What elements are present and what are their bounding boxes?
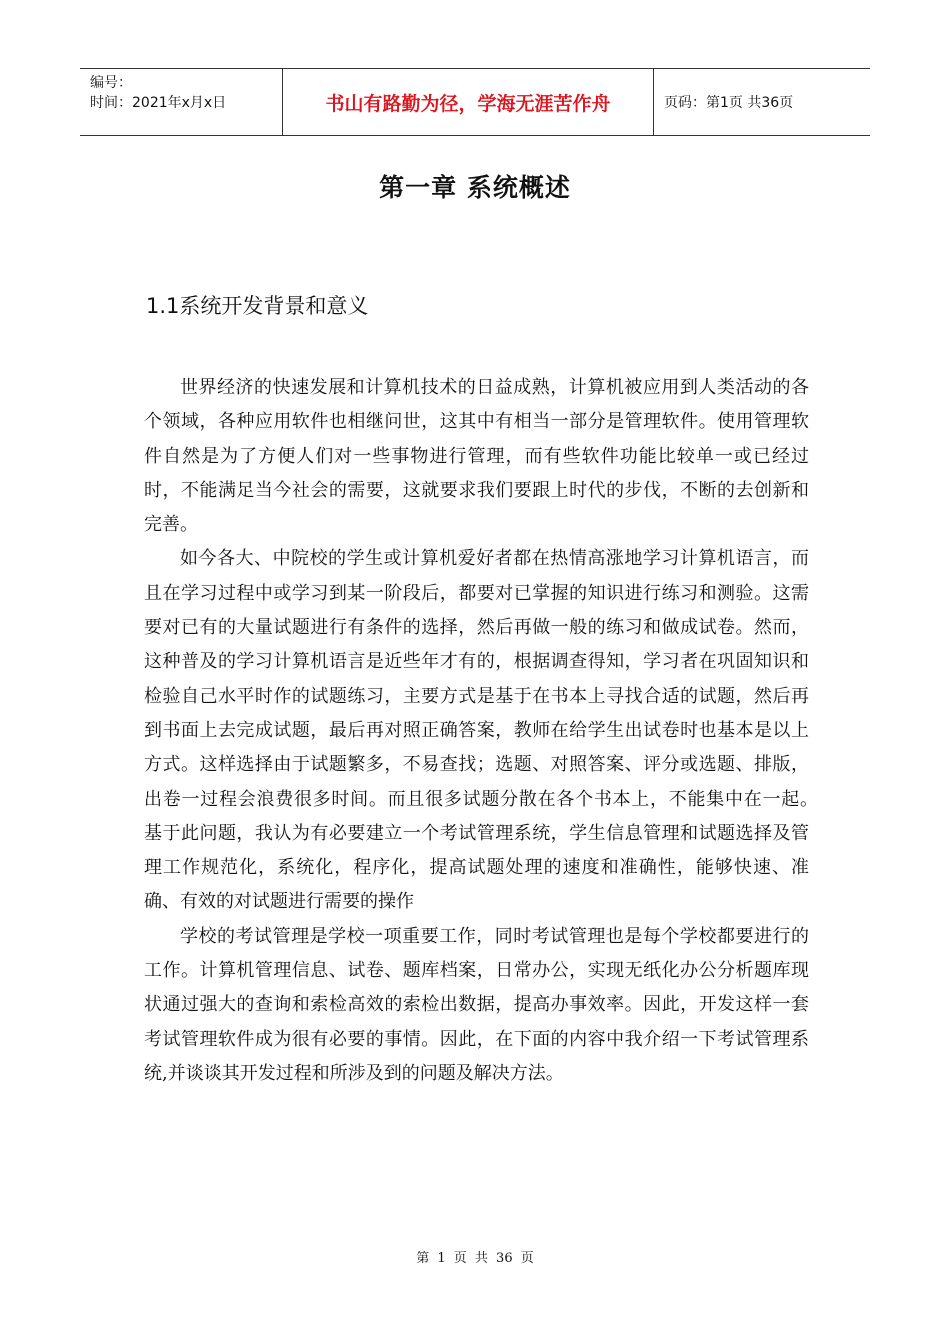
page-footer: 第 1 页 共 36 页	[416, 1251, 534, 1266]
paragraph: 学校的考试管理是学校一项重要工作，同时考试管理也是每个学校都要进行的工作。计算机管理信息、试卷、题库档案，日常办公，实现无纸化办公分析题库现状通过强大的查询和索检高效的索检出数据，提高办事效率。因此，开发这样一套考试管理软件成为很有必要的事情。因此，在下面的内容中我介绍一下考试管理系统,并谈谈其开发过程和所涉及到的问题及解决方法。	[144, 925, 809, 1084]
document-time-label: 时间：2021年x月x日	[90, 95, 227, 111]
header-page-info: 页码：第1页 共36页	[664, 95, 794, 111]
chapter-title: 第一章 系统概述	[379, 173, 571, 202]
header-motto: 书山有路勤为径，学海无涯苦作舟	[282, 69, 654, 135]
paragraph: 世界经济的快速发展和计算机技术的日益成熟，计算机被应用到人类活动的各个领域，各种应用软件也相继问世，这其中有相当一部分是管理软件。使用管理软件自然是为了方便人们对一些事物进行管理，而有些软件功能比较单一或已经过时，不能满足当今社会的需要，这就要求我们要跟上时代的步伐，不断的去创新和完善。	[144, 377, 809, 536]
paragraph: 如今各大、中院校的学生或计算机爱好者都在热情高涨地学习计算机语言，而且在学习过程中或学习到某一阶段后，都要对已掌握的知识进行练习和测验。这需要对已有的大量试题进行有条件的选择，然后再做一般的练习和做成试卷。然而，这种普及的学习计算机语言是近些年才有的，根据调查得知，学习者在巩固知识和检验自己水平时作的试题练习，主要方式是基于在书本上寻找合适的试题，然后再到书面上去完成试题，最后再对照正确答案，教师在给学生出试卷时也基本是以上方式。这样选择由于试题繁多，不易查找；选题、对照答案、评分或选题、排版，出卷一过程会浪费很多时间。而且很多试题分散在各个书本上，不能集中在一起。 基于此问题，我认为有必要建立一个考试管理系统，学生信息管理和试题选择及管理工作规范化，系统化，程序化，提高试题处理的速度和准确性，能够快速、准确、有效的对试题进行需要的操作	[144, 548, 827, 913]
document-header	[80, 68, 870, 136]
document-number-label: 编号：	[90, 75, 132, 91]
section-title: 1.1系统开发背景和意义	[146, 294, 369, 318]
header-meta-cell	[80, 69, 282, 135]
body-text	[144, 371, 827, 1091]
